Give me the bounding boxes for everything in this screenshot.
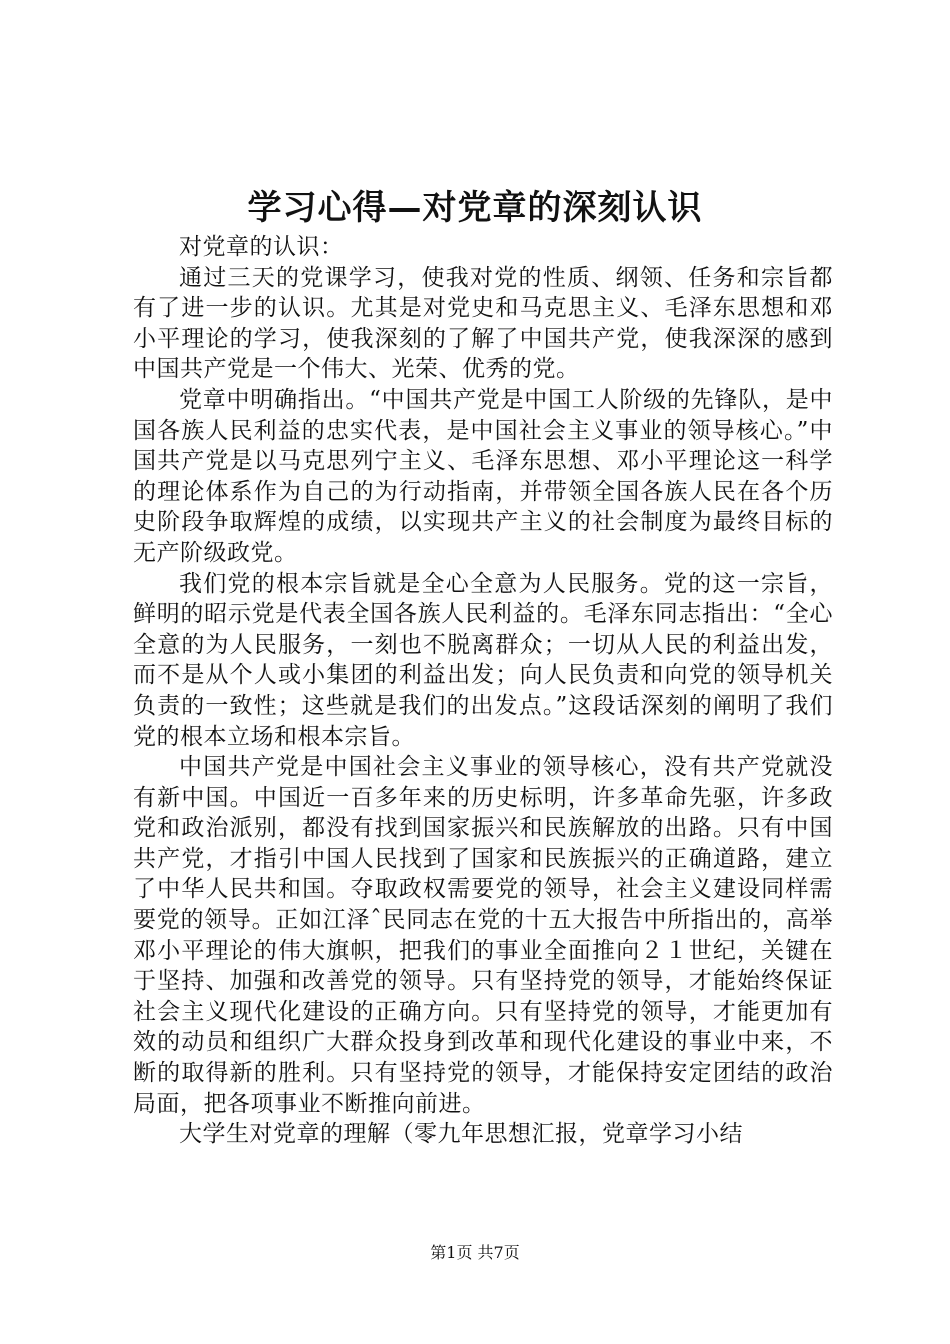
page-number-footer: 第1页 共7页: [430, 1243, 520, 1262]
paragraph: 党章中明确指出。“中国共产党是中国工人阶级的先锋队，是中国各族人民利益的忠实代表，是中国社会主义事业的领导核心。”中国共产党是以马克思列宁主义、毛泽东思想、邓小平理论这一科学的理论体系作为自己的为行动指南，并带领全国各族人民在各个历史阶段争取辉煌的成绩，以实现共产主义的社会制度为最终目标的无产阶级政党。: [133, 386, 833, 566]
paragraph: 通过三天的党课学习，使我对党的性质、纲领、任务和宗旨都有了进一步的认识。尤其是对党史和马克思主义、毛泽东思想和邓小平理论的学习，使我深刻的了解了中国共产党，使我深深的感到中国共产党是一个伟大、光荣、优秀的党。: [133, 264, 833, 383]
paragraph-heading: 对党章的认识：: [179, 234, 344, 260]
document-title: 学习心得—对党章的深刻认识: [247, 188, 703, 228]
paragraph: 大学生对党章的理解（零九年思想汇报，党章学习小结: [179, 1121, 743, 1148]
paragraph: 中国共产党是中国社会主义事业的领导核心，没有共产党就没有新中国。中国近一百多年来的历史标明，许多革命先驱，许多政党和政治派别，都没有找到国家振兴和民族解放的出路。只有中国共产党，才指引中国人民找到了国家和民族振兴的正确道路，建立了中华人民共和国。夺取政权需要党的领导，社会主义建设同样需要党的领导。正如江泽ˆ民同志在党的十五大报告中所指出的，高举邓小平理论的伟大旗帜，把我们的事业全面推向２１世纪，关键在于坚持、加强和改善党的领导。只有坚持党的领导，才能始终保证社会主义现代化建设的正确方向。只有坚持党的领导，才能更加有效的动员和组织广大群众投身到改革和现代化建设的事业中来，不断的取得新的胜利。只有坚持党的领导，才能保持安定团结的政治局面，把各项事业不断推向前进。: [133, 754, 833, 1117]
paragraph: 我们党的根本宗旨就是全心全意为人民服务。党的这一宗旨，鲜明的昭示党是代表全国各族人民利益的。毛泽东同志指出：“全心全意的为人民服务，一刻也不脱离群众；一切从人民的利益出发，而不是从个人或小集团的利益出发；向人民负责和向党的领导机关负责的一致性；这些就是我们的出发点。”这段话深刻的阐明了我们党的根本立场和根本宗旨。: [133, 570, 833, 750]
document-body: [133, 232, 833, 1150]
